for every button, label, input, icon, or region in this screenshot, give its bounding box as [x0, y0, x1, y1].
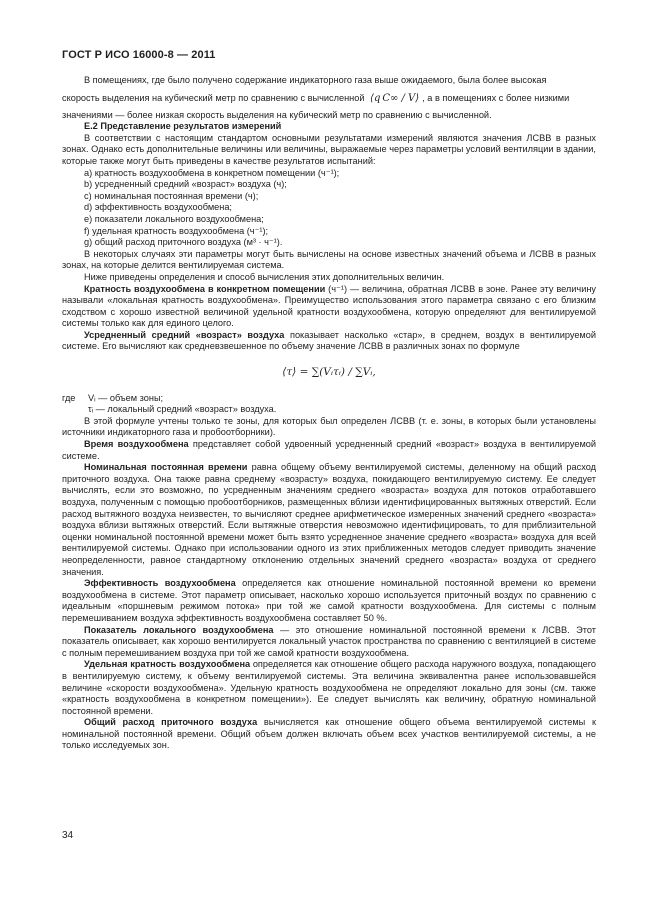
results-list	[62, 168, 596, 249]
intro-line-2	[62, 87, 596, 110]
paragraph-total-supply	[62, 717, 596, 752]
intro-line-3: значениями — более низкая скорость выделения на кубический метр по сравнению с вычисленной.	[62, 109, 492, 120]
paragraph-exchange-time	[62, 439, 596, 462]
inline-formula: ⟨q C∞ / V⟩	[370, 92, 420, 104]
intro-line-1: В помещениях, где было получено содержание индикаторного газа выше ожидаемого, была более высокая	[84, 75, 547, 85]
definition-text: представляет собой удвоенный усредненный средний «возраст» воздуха в вентилируемой системе.	[62, 439, 596, 461]
where-label: где	[62, 392, 76, 403]
intro-line-2-post: , а в помещениях с более низкими	[422, 92, 570, 103]
list-item: c) номинальная постоянная времени (ч);	[84, 190, 259, 201]
term-total-supply: Общий расход приточного воздуха	[84, 717, 258, 728]
list-item: b) усредненный средний «возраст» воздуха (ч);	[84, 179, 287, 190]
term-local-index: Показатель локального воздухообмена	[84, 624, 274, 635]
list-item: f) удельная кратность воздухообмена (ч⁻¹);	[84, 225, 269, 236]
standard-header: ГОСТ Р ИСО 16000-8 — 2011	[62, 49, 216, 61]
term-mean-age: Усредненный средний «возраст» воздуха	[84, 329, 285, 340]
definition-text: показывает насколько «стар», в среднем, воздух в вентилируемой системе. Его вычисляют как средневзвешенное по объему значение ЛСВВ в различных зонах по формуле	[62, 329, 596, 352]
where-items	[88, 393, 596, 416]
list-item: a) кратность воздухообмена в конкретном помещении (ч⁻¹);	[84, 167, 340, 178]
legend-item: Vᵢ — объем зоны;	[88, 392, 164, 403]
paragraph-mean-age	[62, 330, 596, 353]
paragraph-1: В соответствии с настоящим стандартом основными результатами измерений являются значения ЛСВВ в разных зонах. Однако есть дополнительные величины или величины, выражаемые через параметры условий вентиляции в здании, которые также могут быть приведены в качестве результатов испытаний:	[62, 132, 596, 166]
paragraph-exchange-efficiency	[62, 578, 596, 624]
paragraph-air-change-room	[62, 284, 596, 330]
paragraph-local-index	[62, 625, 596, 660]
definition-text: (ч⁻¹) — величина, обратная ЛСВВ в зоне. Ранее эту величину называли «локальная кратность воздухообмена». Преимущество использования этого параметра связано с его близким сходством с хорошо известной величиной удельной кратности воздухообмена, которую определяют для вентилируемой системы только как для единого целого.	[62, 283, 596, 329]
page-number: 34	[62, 830, 74, 841]
mean-age-formula: ⟨τ⟩ = ∑(Vᵢτᵢ) / ∑Vᵢ,	[282, 366, 376, 379]
definition-text: — это отношение номинальной постоянной времени к ЛСВВ. Этот показатель описывает, как хорошо вентилируется локальный участок пространства по сравнению с вентиляцией в системе с полным перемешиванием воздуха при той же самой кратности воздухообмена.	[62, 624, 596, 658]
definition-text: равна общему объему вентилируемой системы, деленному на общий расход приточного воздуха. Она также равна среднему «возрасту» воздуха, покидающего вентилируемую систему. Ее следует вычислять, если это возможно, по усредненным значениям среднего «возраста» воздуха для потоков отработавшего воздуха, полученным с помощью пробоотборников, размещенных вблизи идентифицированных вытяжных отверстий. Если расход вытяжного воздуха неизвестен, то вычисляют среднее арифметическое измеренных значений среднего «возраста» воздуха вблизи вытяжных отверстий. Если вытяжные отверстия невозможно идентифицировать, то для приблизительной оценки номинальной постоянной времени может быть взято усредненное значение среднего «возраста» воздуха для всей вентилируемой системы. Однако при использовании одного из этих приближенных методов следует приводить значение неопределенности, равное стандартному отклонению отдельных значений среднего «возраста» воздуха от среднего значения.	[62, 462, 597, 577]
legend-item: τᵢ — локальный средний «возраст» воздуха.	[88, 404, 277, 415]
definition-text: определяется как отношение общего расхода наружного воздуха, попадающего в вентилируемую систему, к объему вентилируемой системы. Эта величина эквивалентна ранее использовавшейся величине «скорости воздухообмена». Удельную кратность воздухообмена не определяют локально для зоны (см. также «кратность воздухообмена в конкретном помещении»). Ее следует вычислять как величину, обратную номинальной постоянной времени.	[62, 659, 596, 716]
paragraph-specific-rate	[62, 659, 596, 717]
paragraph-nominal-time-constant	[62, 462, 596, 578]
definition-text: вычисляется как отношение общего объема вентилируемой системы к номинальной постоянной времени. Общий объем должен включать объем всех участков вентилируемой системы, а не только исследуемых зон.	[62, 717, 596, 751]
page-content	[62, 75, 596, 752]
term-specific-rate: Удельная кратность воздухообмена	[84, 659, 251, 670]
term-exchange-time: Время воздухообмена	[84, 439, 189, 450]
term-nominal-time-constant: Номинальная постоянная времени	[84, 462, 248, 473]
list-item: e) показатели локального воздухообмена;	[84, 213, 264, 224]
list-item: g) общий расход приточного воздуха (м³ · ч⁻¹).	[84, 237, 283, 248]
formula-legend	[62, 393, 596, 416]
list-item: d) эффективность воздухообмена;	[84, 202, 232, 213]
paragraph-2: В некоторых случаях эти параметры могут быть вычислены на основе известных значений объема и ЛСВВ в разных зонах, на которые делится вентилируемая система.	[62, 248, 596, 271]
intro-line-2-pre: скорость выделения на кубический метр по сравнению с вычисленной	[62, 92, 365, 103]
section-heading: Е.2 Представление результатов измерений	[84, 121, 282, 132]
paragraph-formula-note: В этой формуле учтены только те зоны, для которых был определен ЛСВВ (т. е. зоны, в которых были установлены источники индикаторного газа и пробоотборники).	[62, 415, 596, 438]
definition-text: определяется как отношение номинальной постоянной времени ко времени воздухообмена в системе. Этот параметр описывает, насколько хорошо используется приточный воздух по сравнению с идеальным «поршневым режимом потока» при той же самой кратности воздухообмена. Для системы с полным перемешиванием воздуха эффективность воздухообмена составляет 50 %.	[62, 578, 596, 623]
paragraph-3: Ниже приведены определения и способ вычисления этих дополнительных величин.	[84, 271, 445, 282]
term-exchange-efficiency: Эффективность воздухообмена	[84, 578, 236, 589]
term-air-change-room: Кратность воздухообмена в конкретном помещении	[84, 283, 326, 294]
